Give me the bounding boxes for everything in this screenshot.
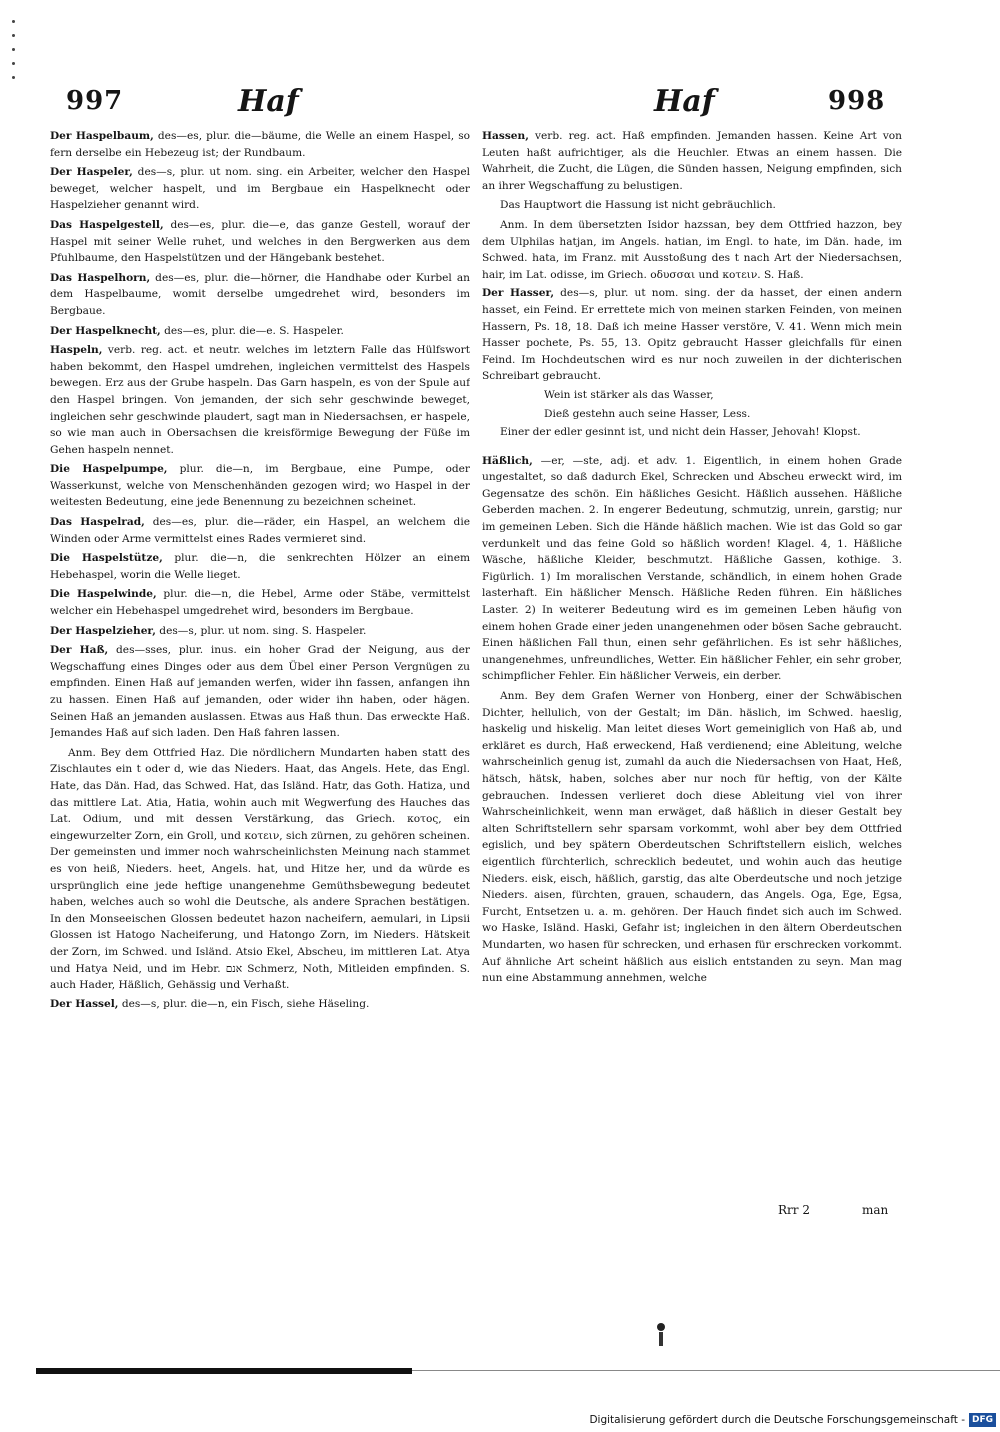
entry-headword: Der Hassel, xyxy=(50,997,119,1010)
ornament-mark xyxy=(652,1322,670,1348)
page-number-left: 997 xyxy=(66,86,124,116)
entry-definition: verb. reg. act. et neutr. welches im letztern Falle das Hülfswort haben bekommt, den Haspel umdrehen, ingleichen vermittelst des Haspels bewegen. Erz aus der Grube haspeln. Das Garn haspeln, es von der Spule auf den Haspel bringen. Von jemanden, der sich sehr geschwinde beweget, ingleichen sehr geschwinde plaudert, sagt man in Niedersachsen, er haspele, so wie man auch in Obersachsen die kreisförmige Bewegung der Füße im Gehen haspeln nennet. xyxy=(50,344,470,456)
entry-definition: des—es, plur. die—bäume, die Welle an einem Haspel, so fern derselbe ein Hebezeug ist; der Rundbaum. xyxy=(50,130,470,159)
entry-definition: des—s, plur. ut nom. sing. S. Haspeler. xyxy=(155,624,367,637)
dfg-logo: DFG xyxy=(969,1413,996,1427)
entry-annotation: Anm. In dem übersetzten Isidor hazssan, bey dem Ottfried hazzon, bey dem Ulphilas hatjan, im Angels. hatian, im Engl. to hate, im Dän. hade, im Schwed. hata, im Franz. mit Ausstoßung des t nach Art der Niedersachsen, hair, im Lat. odisse, im Griech. οδυσσαι und κοτειν. S. Haß. xyxy=(482,218,902,281)
right-column xyxy=(482,128,902,1208)
entry-definition: des—es, plur. die—hörner, die Handhabe oder Kurbel an dem Haspelbaume, womit derselbe umgedrehet wird, besonders im Bergbaue. xyxy=(50,271,470,317)
dictionary-entry xyxy=(50,164,470,214)
dictionary-entry xyxy=(50,270,470,320)
running-head-left: Haf xyxy=(238,84,299,119)
entry-headword: Das Haspelrad, xyxy=(50,516,145,529)
dictionary-entry xyxy=(482,285,902,385)
entry-headword: Die Haspelwinde, xyxy=(50,588,157,601)
entry-definition: des—s, plur. ut nom. sing. der da hasset, der einen andern hasset, ein Feind. Er errettete mich von meinen starken Feinden, von meinen Hassern, Ps. 18, 18. Daß ich meine Hasser verstöre, V. 41. Wenn mich mein Hasser pochete, Ps. 55, 13. Opitz gebraucht Hasser gleichfalls für einen Feind. Im Hochdeutschen wird es nur noch zuweilen in der dichterischen Schreibart gebraucht. xyxy=(482,287,902,383)
dictionary-entry xyxy=(50,217,470,267)
entry-definition: des—s, plur. ut nom. sing. ein Arbeiter, welcher den Haspel beweget, welcher haspelt, und im Bergbaue ein Haspelknecht oder Haspelzieher genannt wird. xyxy=(50,166,470,212)
footer-text: Digitalisierung gefördert durch die Deutsche Forschungsgemeinschaft - xyxy=(589,1414,965,1426)
dictionary-entry xyxy=(50,514,470,547)
entry-definition: verb. reg. act. Haß empfinden. Jemanden hassen. Keine Art von Leuten haßt aufrichtiger, als die Heuchler. Etwas an einem hassen. Die Wahrheit, die Zucht, die Lügen, die Sünden hassen, Neigung empfinden, sich an ihrer Wegschaffung zu belustigen. xyxy=(482,130,902,192)
entry-headword: Das Haspelgestell, xyxy=(50,218,164,231)
dictionary-entry xyxy=(50,323,470,340)
dictionary-entry xyxy=(50,342,470,458)
entry-annotation: Anm. Bey dem Grafen Werner von Honberg, einer der Schwäbischen Dichter, hellulich, von der Gestalt; im Dän. häslich, im Schwed. haeslig, haskelig und hiskelig. Man leitet dieses Wort gemeiniglich von Haß ab, und erkläret es durch, Haß erweckend, Haß verdienend; eine Ableitung, welche wahrscheinlich genug ist, zumahl da auch die Niedersachsen von Haat, Heß, hätsch, hätsk, haben, solches aber nur noch für heftig, von der Kälte gebrauchen. Indessen verlieret doch diese Ableitung viel von ihrer Wahrscheinlichkeit, wenn man erwäget, daß häßlich in dieser Gestalt bey alten Schriftstellern sehr sparsam vorkommt, wohl aber bey dem Ottfried egislich, und bey spätern Oberdeutschen Schriftstellern eislich, welches eigentlich fürchterlich, schrecklich bedeutet, und wohin auch das heutige Nieders. eisk, eisch, häßlich, garstig, das alte Oberdeutsche und noch jetzige Nieders. aisen, fürchten, grauen, schaudern, das Angels. Oga, Ege, Egsa, Furcht, Entsetzen u. a. m. gehören. Der Hauch findet sich auch im Schwed. wo Haske, Isländ. Haski, Gefahr ist; ingleichen in den ältern Oberdeutschen Mundarten, wo hasen für schrecken, und erhasen für erschrecken vorkommt. Auf ähnliche Art scheint häßlich aus eislich entstanden zu seyn. Man mag nun eine Abstammung annehmen, welche xyxy=(482,690,902,985)
entry-definition: plur. die—n, die senkrechten Hölzer an einem Hebehaspel, worin die Welle lieget. xyxy=(50,552,470,581)
dictionary-entry xyxy=(50,586,470,619)
entry-definition: des—es, plur. die—e, das ganze Gestell, worauf der Haspel mit seiner Welle ruhet, und welches in den Bergwerken aus dem Pfuhlbaume, den Haspelstützen und der Hängebank bestehet. xyxy=(50,218,470,265)
left-column xyxy=(50,128,470,1208)
scan-edge-rule xyxy=(36,1368,412,1374)
entry-definition: des—es, plur. die—räder, ein Haspel, an welchem die Winden oder Arme vermittelst eines Rades vermieret sind. xyxy=(50,516,470,545)
verse-line: Wein ist stärker als das Wasser, xyxy=(544,388,714,401)
page-number-right: 998 xyxy=(828,86,886,116)
entry-definition: des—es, plur. die—e. S. Haspeler. xyxy=(160,324,344,337)
entry-definition: des—sses, plur. inus. ein hoher Grad der Neigung, aus der Wegschaffung eines Dinges oder aus dem Übel einer Person Vergnügen zu empfinden. Einen Haß auf jemanden werfen, wider ihn fassen, anfangen ihn zu hassen. Einen Haß auf jemanden, oder wider ihn haben, oder hägen. Seinen Haß an jemanden auslassen. Etwas aus Haß thun. Das erweckte Haß. Jemandes Haß auf sich laden. Den Haß fahren lassen. xyxy=(50,644,470,740)
entry-headword: Der Haspelzieher, xyxy=(50,624,156,637)
dictionary-entry xyxy=(50,623,470,640)
entry-definition: plur. die—n, im Bergbaue, eine Pumpe, oder Wasserkunst, welche von Menschenhänden gezogen wird; wo Haspel in der weitesten Bedeutung, eine jede Benennung zu bezeichnen scheinet. xyxy=(50,463,470,509)
entry-definition: des—s, plur. die—n, ein Fisch, siehe Häseling. xyxy=(118,997,370,1010)
scan-edge-line xyxy=(412,1370,1000,1371)
verse-line: Dieß gestehn auch seine Hasser, Less. xyxy=(544,407,751,420)
entry-headword: Der Haspelbaum, xyxy=(50,130,154,142)
dictionary-entry xyxy=(50,642,470,742)
entry-headword: Die Haspelstütze, xyxy=(50,552,163,565)
entry-headword: Das Haspelhorn, xyxy=(50,271,151,284)
entry-headword: Der Haspeler, xyxy=(50,166,133,179)
entry-headword: Häßlich, xyxy=(482,454,533,467)
dictionary-entry xyxy=(50,461,470,511)
running-head-right: Haf xyxy=(654,84,715,119)
entry-headword: Hassen, xyxy=(482,130,529,142)
signature-mark: Rrr 2 xyxy=(778,1203,810,1217)
entry-annotation: Das Hauptwort die Hassung ist nicht gebräuchlich. xyxy=(500,199,776,212)
dictionary-entry xyxy=(482,453,902,685)
entry-annotation: Anm. Bey dem Ottfried Haz. Die nördlichern Mundarten haben statt des Zischlautes ein t oder d, wie das Nieders. Haat, das Angels. Hete, das Engl. Hate, das Dän. Had, das Schwed. Hat, das Isländ. Hatr, das Goth. Hatiza, und das mittlere Lat. Atia, Hatia, wohin auch mit Wegwerfung des Hauches das Lat. Odium, und mit dessen Verstärkung, das Griech. κοτος, ein eingewurzelter Zorn, ein Groll, und κοτειν, sich zürnen, zu gehören scheinen. Der gemeinsten und immer noch wahrscheinlichsten Meinung nach stammet es von heiß, Nieders. heet, Angels. hat, und Hitze her, und da würde es ursprünglich eine jede heftige unangenehme Gemüthsbewegung bedeutet haben, welches auch so wohl die Deutsche, als andere Sprachen bestätigen. In den Monseeischen Glossen bedeutet hazon nacheifern, aemulari, in Lipsii Glossen ist Hatogo Nacheiferung, und Hatongo Zorn, im Nieders. Hätskeit der Zorn, im Schwed. und Isländ. Atsio Ekel, Abscheu, im mittleren Lat. Atya und Hatya Neid, und im Hebr. אנם Schmerz, Noth, Mitleiden empfinden. S. auch Hader, Häßlich, Gehässig und Verhaßt. xyxy=(50,746,470,992)
margin-marks xyxy=(8,20,22,90)
entry-headword: Der Haß, xyxy=(50,644,109,657)
entry-definition: plur. die—n, die Hebel, Arme oder Stäbe, vermittelst welcher ein Hebehaspel umgedrehet wird, besonders im Bergbaue. xyxy=(50,588,470,618)
quotation-line: Einer der edler gesinnt ist, und nicht dein Hasser, Jehovah! Klopst. xyxy=(500,426,861,439)
digitization-footer xyxy=(589,1412,996,1428)
entry-definition: —er, —ste, adj. et adv. 1. Eigentlich, in einem hohen Grade ungestaltet, so daß dadurch Ekel, Schrecken und Abscheu erweckt wird, im Gegensatze des schön. Ein häßliches Gesicht. Häßlich aussehen. Häßliche Geberden machen. 2. In engerer Bedeutung, schmutzig, unrein, garstig; nur im gemeinen Leben. Sich die Hände häßlich machen. Wie ist das Gold so gar verdunkelt und das feine Gold so häßlich worden! Klagel. 4, 1. Häßliche Wäsche, häßliche Kleider, beschmutzt. Häßliche Gassen, kothige. 3. Figürlich. 1) Im moralischen Verstande, schändlich, in einem hohen Grade lasterhaft. Ein häßlicher Mensch. Häßliche Reden führen. Ein häßliches Laster. 2) In weiterer Bedeutung wird es im gemeinen Leben häufig von einem hohen Grade einer jeden unangenehmen oder bösen Sache gebraucht. Einen häßlichen Fall thun, einen sehr gefährlichen. Es ist sehr häßliches, unangenehmes, unfreundliches, Wetter. Ein häßlicher Fehler, ein sehr grober, schimpflicher Fehler. Ein häßlicher Verweis, ein derber. xyxy=(482,454,902,683)
entry-headword: Der Hasser, xyxy=(482,287,555,300)
dictionary-entry xyxy=(50,128,470,161)
dictionary-entry xyxy=(50,550,470,583)
catchword: man xyxy=(862,1203,889,1217)
dictionary-entry xyxy=(50,996,470,1013)
entry-headword: Haspeln, xyxy=(50,344,103,357)
dictionary-entry xyxy=(482,128,902,194)
entry-headword: Der Haspelknecht, xyxy=(50,324,161,337)
entry-headword: Die Haspelpumpe, xyxy=(50,463,168,476)
